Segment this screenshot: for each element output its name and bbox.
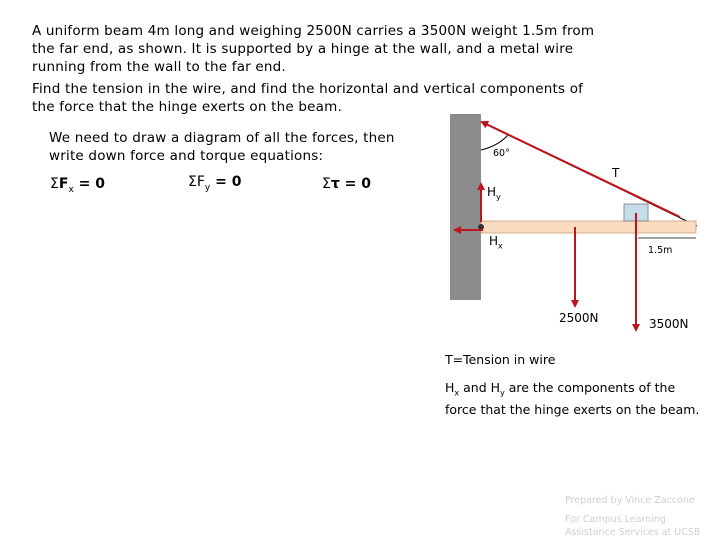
tension-definition: T=Tension in wire xyxy=(445,352,556,367)
hinge-definition: $H_x$ and $H_y$ are the components of the force that the hinge exerts on the beam. xyxy=(445,380,700,417)
sum-torque-equation: Στ = 0 xyxy=(322,176,372,192)
wall xyxy=(450,114,481,300)
hy-label: $H_y$ xyxy=(487,185,501,202)
problem-question: Find the tension in the wire, and find the horizontal and vertical components of the force that the hinge exerts on the beam. xyxy=(32,81,584,115)
problem-statement: A uniform beam 4m long and weighing 2500N carries a 3500N weight 1.5m from the far end, as shown. It is supported by a hinge at the wall, and a metal wire running from the wall to the far end. xyxy=(32,23,595,75)
distance-label: 1.5m xyxy=(648,245,673,256)
credit-author: Prepared by Vince Zaccone xyxy=(565,495,695,506)
sum-fx-equation: $\Sigma F_x = 0$ xyxy=(50,176,105,195)
credit-org: For Campus Learning Assistance Services at UCSB xyxy=(565,514,701,538)
tension-arrow xyxy=(482,122,680,217)
beam-weight-label: 2500N xyxy=(559,311,599,325)
beam xyxy=(481,221,696,233)
hx-label: $H_x$ xyxy=(489,234,503,251)
sum-fy-equation: $\Sigma F_y = 0$ xyxy=(188,174,242,193)
angle-label: 60° xyxy=(493,148,510,159)
load-weight-label: 3500N xyxy=(649,317,689,331)
tension-label: T xyxy=(612,166,620,180)
instructions-text: We need to draw a diagram of all the forces, then write down force and torque equations: xyxy=(49,130,395,164)
